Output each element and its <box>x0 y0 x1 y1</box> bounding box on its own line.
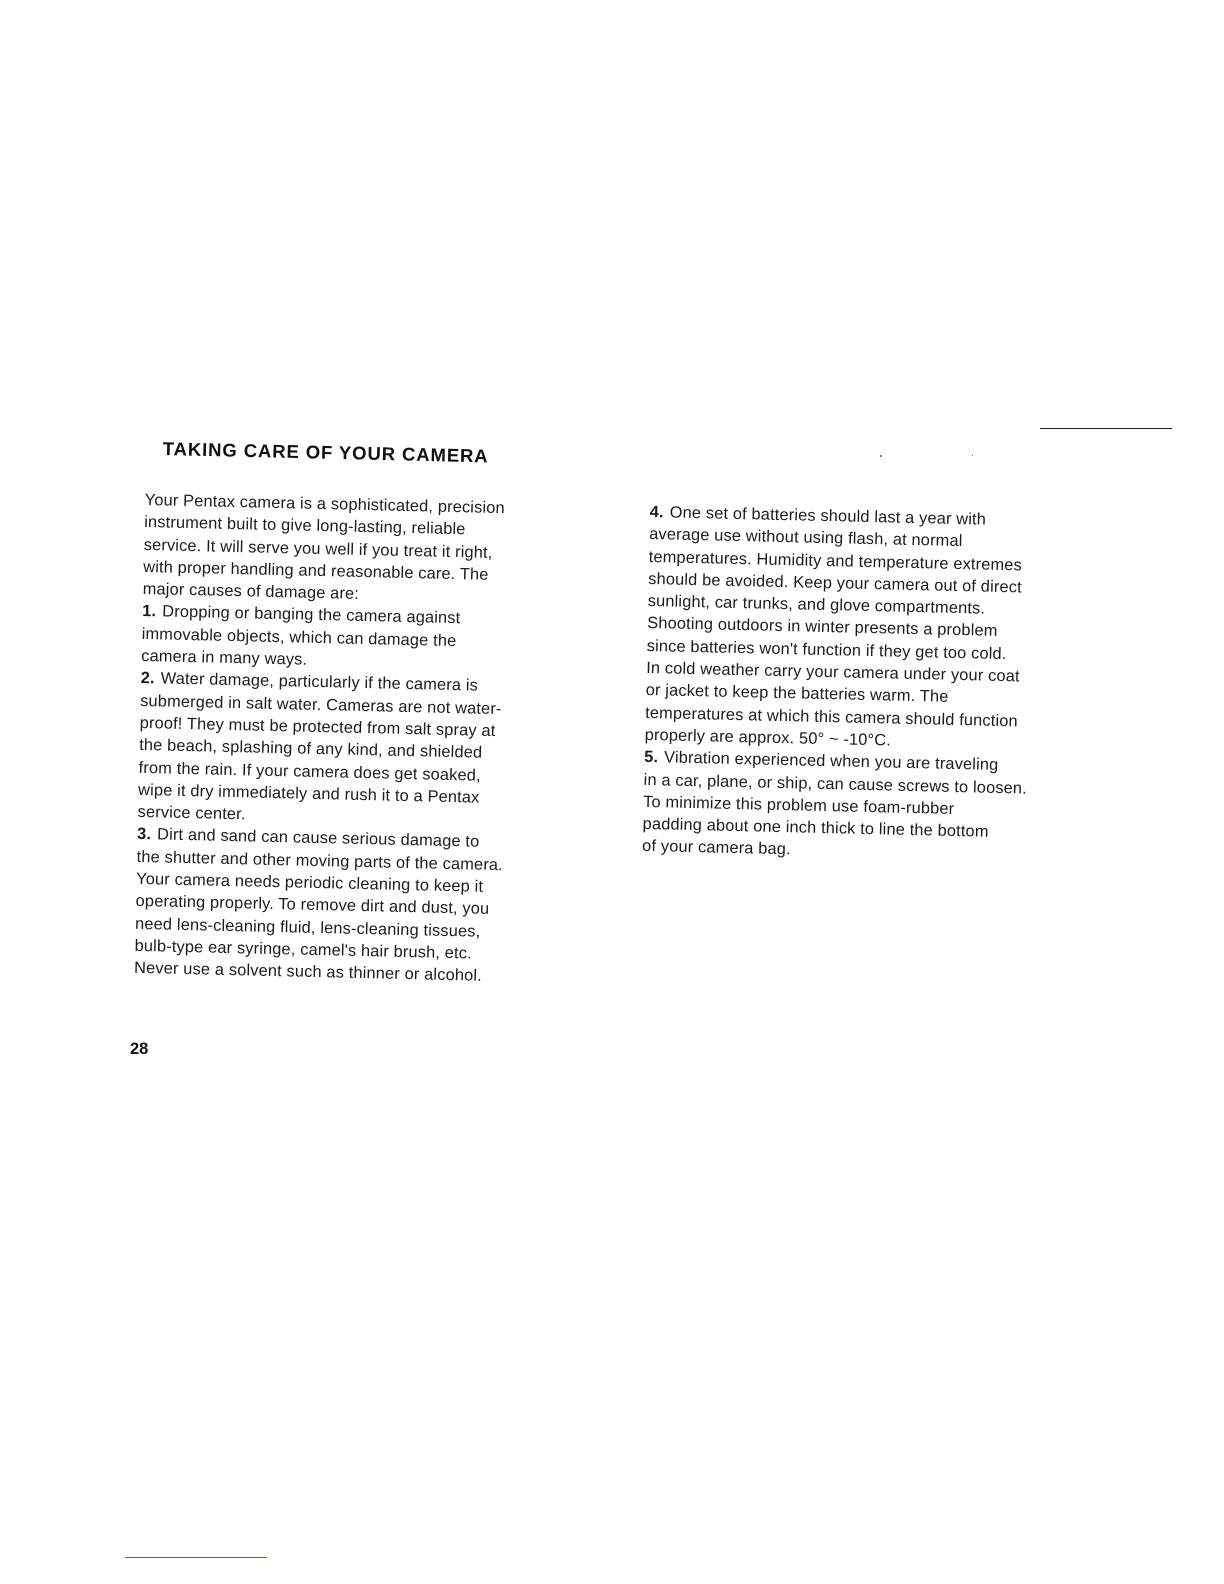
text-line: major causes of damage are: <box>142 580 360 604</box>
text-line: proof! They must be protected from salt spray at <box>139 713 496 740</box>
page-title: TAKING CARE OF YOUR CAMERA <box>162 438 489 467</box>
text-line: padding about one inch thick to line the bottom <box>642 815 989 841</box>
text-line: Your Pentax camera is a sophisticated, precision <box>144 490 505 518</box>
item-text: Vibration experienced when you are traveling <box>663 748 999 775</box>
item-number: 4. <box>649 502 664 522</box>
speck-mark <box>972 455 973 456</box>
text-line: sunlight, car trunks, and glove compartments. <box>647 592 986 618</box>
bottom-rule-divider <box>125 1557 267 1558</box>
text-line: service. It will serve you well if you treat it right, <box>143 535 493 562</box>
text-line: in a car, plane, or ship, can cause screws to loosen. <box>643 770 1028 798</box>
list-item-2 <box>137 667 610 834</box>
item-number: 2. <box>140 669 155 688</box>
text-line: To minimize this problem use foam-rubber <box>642 792 955 818</box>
text-line: Your camera needs periodic cleaning to keep it <box>135 869 484 896</box>
right-column <box>642 501 1140 869</box>
text-line: wipe it dry immediately and rush it to a Pentax <box>137 780 480 807</box>
text-line: immovable objects, which can damage the <box>141 624 457 650</box>
text-line: properly are approx. 50° ~ -10°C. <box>644 725 892 750</box>
item-number: 5. <box>643 748 659 767</box>
top-rule-divider <box>1040 428 1172 429</box>
text-line: submerged in salt water. Cameras are not water- <box>139 691 502 718</box>
text-line: Never use a solvent such as thinner or alcohol. <box>133 959 483 985</box>
item-text: Water damage, particularly if the camera is <box>160 669 479 695</box>
speck-mark <box>880 455 882 457</box>
item-text: Dirt and sand can cause serious damage to <box>156 825 480 852</box>
text-line: average use without using flash, at normal <box>649 525 963 551</box>
text-line: Shooting outdoors in winter presents a problem <box>647 614 998 641</box>
item-text: Dropping or banging the camera against <box>161 602 461 628</box>
text-line: since batteries won't function if they get too cold. <box>646 636 1007 663</box>
text-line: with proper handling and reasonable care. The <box>143 557 489 584</box>
list-item-1 <box>141 600 612 678</box>
text-line: should be avoided. Keep your camera out of direct <box>648 569 1022 597</box>
text-line: operating properly. To remove dirt and dust, you <box>135 892 490 919</box>
left-column <box>134 489 615 990</box>
text-line: service center. <box>137 803 246 824</box>
item-number: 3. <box>136 825 152 844</box>
text-line: temperatures at which this camera should function <box>644 703 1018 731</box>
text-line: of your camera bag. <box>641 837 791 859</box>
list-item-5 <box>642 746 1134 869</box>
item-text: One set of batteries should last a year with <box>669 503 987 529</box>
intro-paragraph <box>142 489 614 611</box>
text-line: or jacket to keep the batteries warm. The <box>645 681 949 707</box>
item-number: 1. <box>142 602 157 621</box>
text-line: bulb-type ear syringe, camel's hair brush, etc. <box>134 936 472 963</box>
text-line: camera in many ways. <box>141 647 308 669</box>
text-line: the beach, splashing of any kind, and shielded <box>138 736 483 762</box>
page-number: 28 <box>130 1040 149 1058</box>
text-line: the shutter and other moving parts of the camera. <box>136 847 504 874</box>
text-line: In cold weather carry your camera under your coat <box>646 659 1020 686</box>
list-item-3 <box>134 823 607 990</box>
text-line: need lens-cleaning fluid, lens-cleaning tissues, <box>134 914 481 941</box>
text-line: from the rain. If your camera does get soaked, <box>138 758 481 785</box>
list-item-4 <box>644 501 1139 757</box>
text-line: instrument built to give long-lasting, reliable <box>144 513 466 539</box>
text-line: temperatures. Humidity and temperature extremes <box>648 547 1023 575</box>
